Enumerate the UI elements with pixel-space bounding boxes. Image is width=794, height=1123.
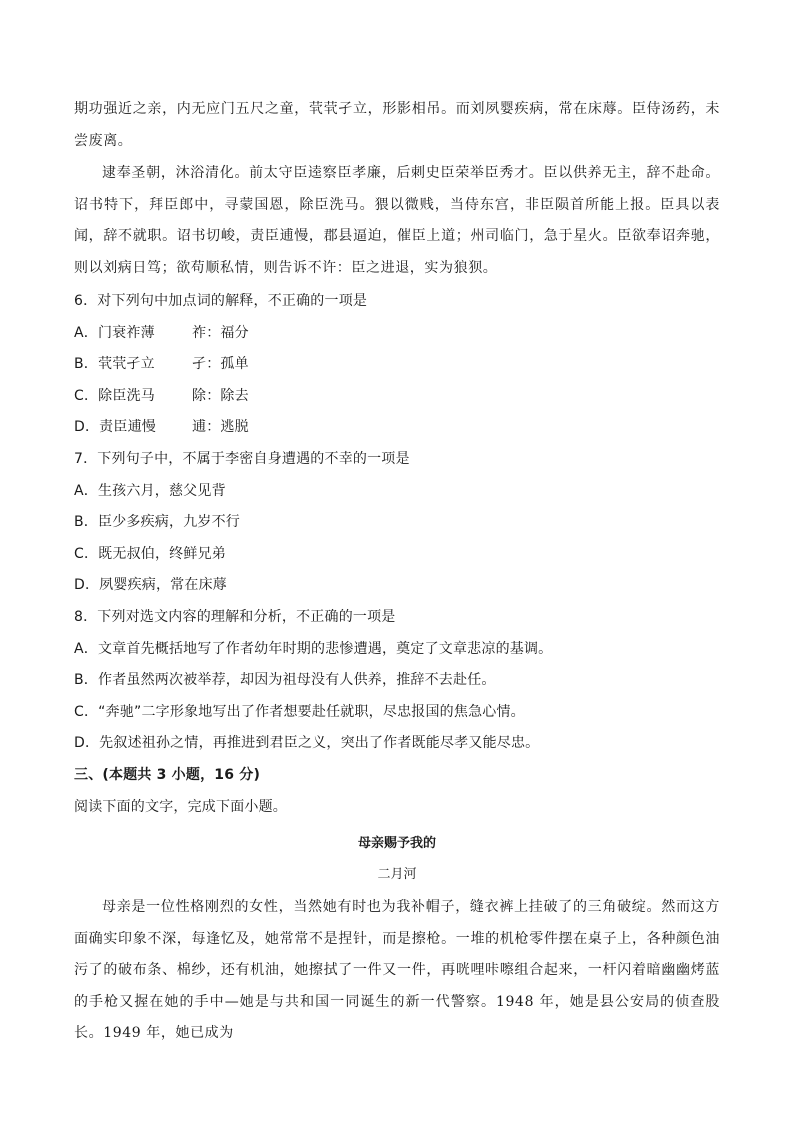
section-3-heading: 三、(本题共 3 小题，16 分): [74, 766, 261, 783]
option-text: B．茕茕孑立: [74, 356, 155, 373]
article-author: 二月河: [377, 867, 417, 882]
passage-paragraph-2: 逮奉圣朝，沐浴清化。前太守臣逵察臣孝廉，后刺史臣荣举臣秀才。臣以供养无主，辞不赴命。诏书特下，拜臣郎中，寻蒙国恩，除臣洗马。猥以微贱，当侍东宫，非臣陨首所能上报。臣具以表闻，辞不就职。诏书切峻，责臣逋慢，郡县逼迫，催臣上道；州司临门，急于星火。臣欲奉诏奔驰，则以刘病日笃；欲苟顺私情，则告诉不许：臣之进退，实为狼狈。: [74, 165, 720, 276]
question-7-stem: 7．下列句子中，不属于李密自身遭遇的不幸的一项是: [74, 450, 410, 467]
option-gloss: 逋：逃脱: [192, 419, 249, 436]
question-7-option-c[interactable]: C．既无叔伯，终鲜兄弟: [74, 545, 226, 562]
question-7-option-d[interactable]: D．夙婴疾病，常在床蓐: [74, 577, 227, 594]
section-3-instruction: 阅读下面的文字，完成下面小题。: [74, 798, 287, 815]
article-paragraph-1: 母亲是一位性格刚烈的女性，当然她有时也为我补帽子，缝衣裤上挂破了的三角破绽。然而这方面确实印象不深，每逢忆及，她常常不是捏针，而是擦枪。一堆的机枪零件摆在桌子上，各种颜色油污了的破布条、棉纱，还有机油，她擦拭了一件又一件，再咣哩咔嚓组合起来，一杆闪着暗幽幽烤蓝的手枪又握在她的手中—她是与共和国一同诞生的新一代警察。1948 年，她是县公安局的侦查股长。1949 年，她已成为: [74, 899, 720, 1041]
question-8-option-d[interactable]: D．先叙述祖孙之情，再推进到君臣之义，突出了作者既能尽孝又能尽忠。: [74, 735, 540, 752]
question-6-option-d[interactable]: [74, 412, 734, 444]
article-title: 母亲赐予我的: [357, 836, 436, 851]
option-gloss: 除：除去: [192, 387, 249, 404]
question-6-stem: 6．对下列句中加点词的解释，不正确的一项是: [74, 293, 368, 309]
option-text: C．除臣洗马: [74, 387, 155, 404]
passage-paragraph-1-continued: 期功强近之亲，内无应门五尺之童，茕茕孑立，形影相吊。而刘夙婴疾病，常在床蓐。臣侍汤药，未尝废离。: [74, 101, 720, 149]
option-text: D．责臣逋慢: [74, 419, 156, 436]
question-6-option-c[interactable]: [74, 381, 734, 413]
option-text: A．门衰祚薄: [74, 324, 155, 341]
question-7-option-b[interactable]: B．臣少多疾病，九岁不行: [74, 514, 241, 531]
question-8-option-a[interactable]: A．文章首先概括地写了作者幼年时期的悲惨遭遇，奠定了文章悲凉的基调。: [74, 640, 553, 657]
question-8-option-b[interactable]: B．作者虽然两次被举荐，却因为祖母没有人供养，推辞不去赴任。: [74, 672, 496, 689]
option-gloss: 孑：孤单: [192, 356, 249, 373]
question-6-option-a[interactable]: [74, 318, 734, 350]
question-8-stem: 8．下列对选文内容的理解和分析，不正确的一项是: [74, 608, 396, 625]
question-6-option-b[interactable]: [74, 349, 734, 381]
option-gloss: 祚：福分: [192, 324, 249, 341]
question-list: [74, 286, 734, 823]
question-7-option-a[interactable]: A．生孩六月，慈父见背: [74, 482, 226, 499]
question-8-option-c[interactable]: C．“奔驰”二字形象地写出了作者想要赴任就职，尽忠报国的焦急心情。: [74, 703, 525, 720]
